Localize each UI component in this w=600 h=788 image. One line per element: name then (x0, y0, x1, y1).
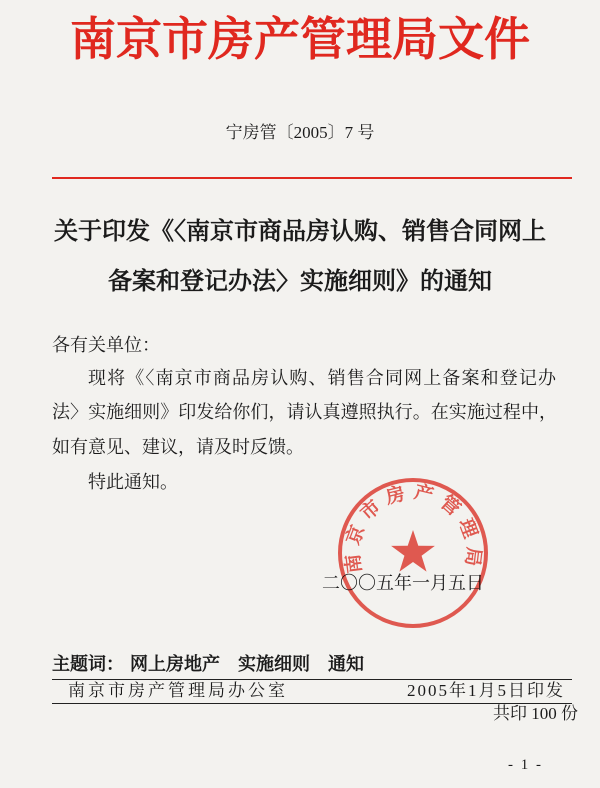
paragraph-line: 如有意见、建议，请及时反馈。 (52, 437, 304, 457)
keyword: 实施细则 (238, 654, 310, 674)
notice-title-line: 备案和登记办法〉实施细则》的通知 (108, 269, 492, 295)
page-number: - 1 - (508, 757, 543, 773)
issuing-office: 南京市房产管理局办公室 (68, 681, 288, 700)
official-seal (333, 473, 493, 633)
keyword: 通知 (328, 654, 364, 674)
red-divider (52, 177, 572, 179)
copies-count: 共印 100 份 (493, 704, 578, 723)
subject-keywords-row (52, 654, 364, 674)
footer-divider (52, 679, 572, 680)
document-header-title: 南京市房产管理局文件 (70, 14, 530, 65)
notice-title-line: 关于印发《〈南京市商品房认购、销售合同网上 (54, 219, 546, 245)
star-icon (391, 530, 435, 572)
issue-date-signature: 二〇〇五年一月五日 (322, 573, 484, 593)
seal-text: 南京市房产管理局 (341, 481, 485, 575)
keyword: 网上房地产 (130, 654, 220, 674)
closing-line: 特此通知。 (88, 472, 178, 492)
paragraph-line: 现将《〈南京市商品房认购、销售合同网上备案和登记办 (88, 368, 556, 388)
salutation: 各有关单位： (52, 335, 160, 355)
subject-label: 主题词： (52, 654, 124, 674)
paragraph-line: 法〉实施细则》印发给你们，请认真遵照执行。在实施过程中， (52, 402, 557, 422)
print-date: 2005年1月5日印发 (407, 681, 565, 700)
document-number: 宁房管〔2005〕7 号 (225, 123, 375, 142)
